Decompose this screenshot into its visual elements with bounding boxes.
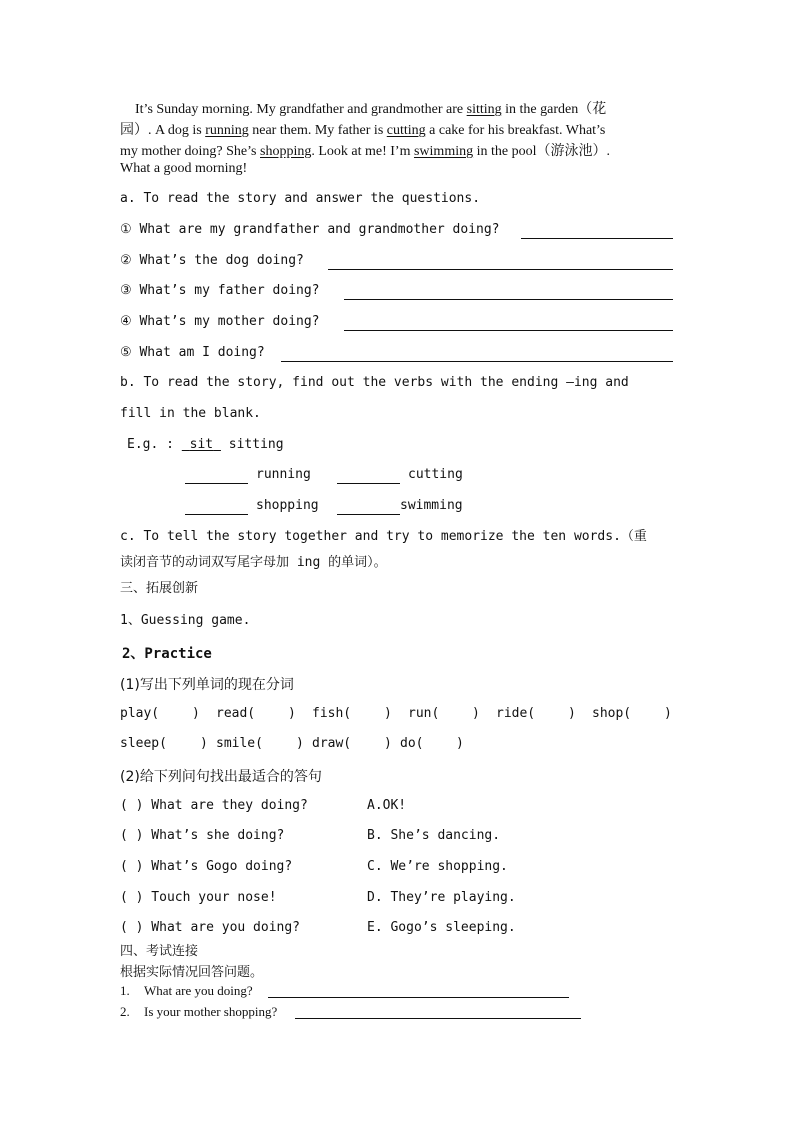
verb-blank-4[interactable]	[337, 500, 400, 515]
question-3	[120, 283, 320, 298]
match-question-4: ( ) Touch your nose!	[120, 890, 277, 905]
exam-answer-blank-2[interactable]	[295, 1004, 581, 1019]
question-text: ③ What’s my father doing?	[120, 283, 320, 298]
close-paren: )	[384, 736, 392, 751]
example-row	[127, 437, 284, 452]
verb-swimming: swimming	[400, 498, 463, 513]
question-text: ⑤ What am I doing?	[120, 345, 265, 360]
close-paren: )	[288, 706, 296, 721]
story-word-running: running	[205, 123, 249, 138]
practice-sub-1: (1)写出下列单词的现在分词	[120, 677, 294, 693]
verb-blank-1[interactable]	[185, 469, 248, 484]
question-text: ④ What’s my mother doing?	[120, 314, 320, 329]
story-line-4: What a good morning!	[120, 161, 248, 176]
word-run: run(	[408, 706, 440, 721]
story-text: It’s Sunday morning. My grandfather and grandmother are	[135, 102, 467, 117]
practice-sub-2: (2)给下列问句找出最适合的答句	[120, 769, 322, 785]
close-paren: )	[384, 706, 392, 721]
task-a-title: a. To read the story and answer the questions.	[120, 191, 481, 206]
exam-q2-number: 2.	[120, 1004, 130, 1019]
word-do: do(	[400, 736, 424, 751]
story-text: a cake for his breakfast. What’s	[425, 123, 606, 138]
verb-running: running	[256, 467, 311, 482]
section-3-heading: 三、拓展创新	[120, 581, 199, 596]
exam-q1-number: 1.	[120, 983, 130, 998]
exam-q1: What are you doing?	[144, 983, 253, 998]
exam-answer-blank-1[interactable]	[268, 983, 569, 998]
story-text: in the pool（游泳池）.	[473, 144, 610, 159]
verb-cutting: cutting	[408, 467, 463, 482]
verb-blank-3[interactable]	[185, 500, 248, 515]
answer-blank-2[interactable]	[328, 255, 673, 270]
word-sleep: sleep(	[120, 736, 167, 751]
match-answer-a: A.OK!	[367, 798, 407, 813]
question-text: ② What’s the dog doing?	[120, 253, 304, 268]
guessing-game: 1、Guessing game.	[120, 613, 251, 628]
question-2	[120, 253, 304, 268]
story-text: near them. My father is	[248, 123, 387, 138]
task-c-line-2: 读闭音节的动词双写尾字母加 ing 的单词）。	[120, 555, 387, 570]
match-question-5: ( ) What are you doing?	[120, 920, 301, 935]
word-ride: ride(	[496, 706, 536, 721]
close-paren: )	[456, 736, 464, 751]
answer-blank-3[interactable]	[344, 285, 673, 300]
verb-shopping: shopping	[256, 498, 319, 513]
answer-blank-1[interactable]	[521, 224, 673, 239]
story-word-shopping: shopping	[260, 144, 312, 159]
story-line-1	[135, 98, 606, 118]
match-question-2: ( ) What’s she doing?	[120, 828, 285, 843]
answer-blank-5[interactable]	[281, 347, 673, 362]
example-label: E.g. :	[127, 437, 182, 452]
answer-blank-4[interactable]	[344, 316, 673, 331]
story-text: 园）. A dog is	[120, 123, 206, 138]
story-word-swimming: swimming	[413, 144, 474, 159]
question-text: ① What are my grandfather and grandmother doing?	[120, 222, 500, 237]
close-paren: )	[568, 706, 576, 721]
section-4-heading: 四、考试连接	[120, 944, 199, 959]
verb-blank-2[interactable]	[337, 469, 400, 484]
close-paren: )	[200, 736, 208, 751]
exam-q2: Is your mother shopping?	[144, 1004, 278, 1019]
story-line-3	[120, 140, 610, 160]
task-b-title-1: b. To read the story, find out the verbs with the ending –ing and	[120, 375, 629, 390]
close-paren: )	[296, 736, 304, 751]
match-answer-e: E. Gogo’s sleeping.	[367, 920, 516, 935]
match-question-1: ( ) What are they doing?	[120, 798, 308, 813]
close-paren: )	[664, 706, 672, 721]
example-result: sitting	[228, 437, 284, 452]
close-paren: )	[192, 706, 200, 721]
word-shop: shop(	[592, 706, 632, 721]
word-draw: draw(	[312, 736, 352, 751]
match-question-3: ( ) What’s Gogo doing?	[120, 859, 293, 874]
story-text: in the garden（花	[501, 102, 607, 117]
story-word-cutting: cutting	[386, 123, 426, 138]
story-text: . Look at me! I’m	[311, 144, 414, 159]
word-play: play(	[120, 706, 160, 721]
task-b-title-2: fill in the blank.	[120, 406, 261, 421]
match-answer-b: B. She’s dancing.	[367, 828, 501, 843]
question-4	[120, 314, 320, 329]
word-smile: smile(	[216, 736, 263, 751]
question-5	[120, 345, 265, 360]
question-1	[120, 222, 500, 237]
word-fish: fish(	[312, 706, 352, 721]
word-read: read(	[216, 706, 256, 721]
match-answer-d: D. They’re playing.	[367, 890, 516, 905]
task-c-line-1: c. To tell the story together and try to memorize the ten words.（重	[120, 529, 647, 544]
section-4-instruction: 根据实际情况回答问题。	[120, 965, 264, 980]
close-paren: )	[472, 706, 480, 721]
story-word-sitting: sitting	[466, 102, 502, 117]
story-line-2	[120, 119, 605, 139]
story-text: my mother doing? She’s	[120, 144, 260, 159]
match-answer-c: C. We’re shopping.	[367, 859, 508, 874]
practice-heading: 2、Practice	[122, 646, 212, 662]
example-word: sit	[189, 437, 214, 452]
